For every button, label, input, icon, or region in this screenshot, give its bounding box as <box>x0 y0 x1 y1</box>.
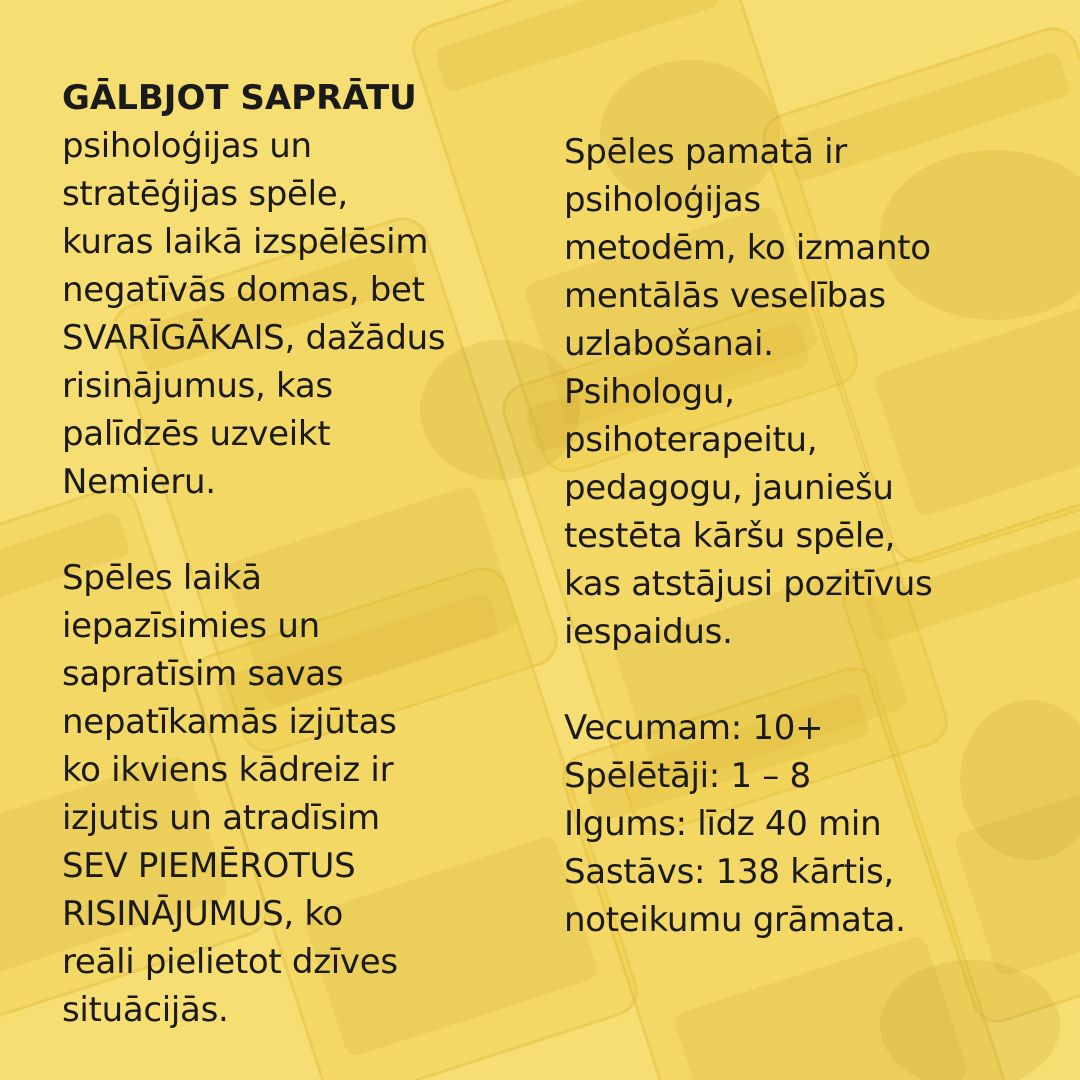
text-line: iespaidus. <box>564 612 733 652</box>
text-line: risinājumus, kas <box>62 366 333 406</box>
text-line: stratēģijas spēle, <box>62 174 348 214</box>
text-line: RISINĀJUMUS, ko <box>62 894 344 934</box>
paragraph-gap <box>564 656 1034 704</box>
spec-players: Spēlētāji: 1 – 8 <box>564 756 811 796</box>
text-line: nepatīkamās izjūtas <box>62 702 397 742</box>
text-line: uzlabošanai. <box>564 324 774 364</box>
text-line: SEV PIEMĒROTUS <box>62 846 356 886</box>
text-line: kas atstājusi pozitīvus <box>564 564 933 604</box>
left-column <box>62 74 522 1034</box>
text-line: palīdzēs uzveikt <box>62 414 331 454</box>
text-line: sapratīsim savas <box>62 654 344 694</box>
text-line: pedagogu, jauniešu <box>564 468 894 508</box>
text-line: ko ikviens kādreiz ir <box>62 750 394 790</box>
text-line: testēta kāršu spēle, <box>564 516 896 556</box>
spec-contents: Sastāvs: 138 kārtis, <box>564 852 894 892</box>
text-line: mentālās veselības <box>564 276 886 316</box>
text-line: psiholoģijas <box>564 180 761 220</box>
text-line: psiholoģijas un <box>62 126 312 166</box>
paragraph-gap <box>62 506 522 554</box>
text-line: SVARĪGĀKAIS, dažādus <box>62 318 446 358</box>
text-line: iepazīsimies un <box>62 606 320 646</box>
text-line: negatīvās domas, bet <box>62 270 425 310</box>
right-column <box>564 128 1034 944</box>
text-line: Spēles laikā <box>62 558 262 598</box>
text-line: Spēles pamatā ir <box>564 132 847 172</box>
spec-contents-cont: noteikumu grāmata. <box>564 900 906 940</box>
text-line: psihoterapeitu, <box>564 420 818 460</box>
spec-age: Vecumam: 10+ <box>564 708 824 748</box>
text-line: situācijās. <box>62 990 229 1030</box>
text-line: izjutis un atradīsim <box>62 798 380 838</box>
text-line: Nemieru. <box>62 462 216 502</box>
text-line: reāli pielietot dzīves <box>62 942 398 982</box>
text-line: metodēm, ko izmanto <box>564 228 931 268</box>
text-line: kuras laikā izspēlēsim <box>62 222 429 262</box>
text-line: Psihologu, <box>564 372 735 412</box>
spec-duration: Ilgums: līdz 40 min <box>564 804 882 844</box>
title: GĀLBJOT SAPRĀTU <box>62 78 417 118</box>
